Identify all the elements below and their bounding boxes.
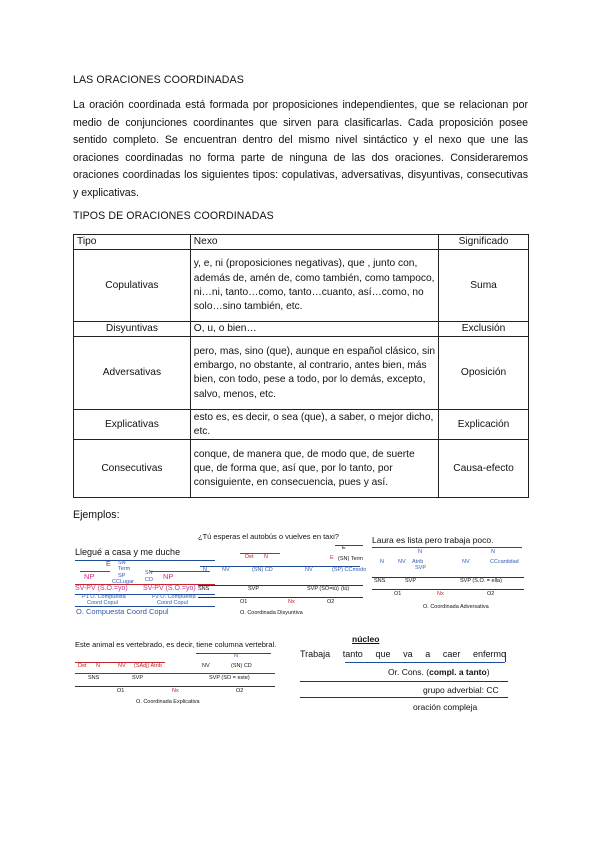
- syntax-tag: SNS: [88, 675, 100, 681]
- cell-nexo: O, u, o bien…: [190, 322, 438, 337]
- cell-significado: Explicación: [439, 410, 529, 440]
- syntax-tag: N: [96, 663, 100, 669]
- syntax-tag: Term: [118, 566, 131, 572]
- example-sentence: Llegué a casa y me duche: [75, 547, 181, 557]
- syntax-tag: Atrib: [412, 559, 424, 565]
- underline: [372, 547, 522, 548]
- table-row: [74, 322, 529, 337]
- syntax-tag: SV-PV (S.O.=yo): [75, 585, 128, 592]
- bracket-line: [372, 589, 524, 590]
- bracket-line: [75, 673, 275, 674]
- cell-nexo: y, e, ni (proposiciones negativas), que , junto con, además de, amén de, como también, como tampoco, ni…ni, tanto…como, tanto…cuanto, así…como, no solo…sino también, etc.: [190, 250, 438, 322]
- bracket-line: [300, 697, 508, 698]
- bracket-line: [300, 681, 508, 682]
- word: va: [403, 649, 413, 659]
- syntax-tag: P2 O. Compuesta: [152, 594, 196, 600]
- heading-tipos: TIPOS DE ORACIONES COORDINADAS: [73, 210, 274, 222]
- syntax-tag: Det: [78, 663, 87, 669]
- bracket-line: [198, 597, 363, 598]
- syntax-tag: SVP: [405, 578, 417, 584]
- syntax-tag: (SN) Term: [338, 556, 363, 562]
- consecutiva-words: [300, 649, 506, 659]
- syntax-tag: Nx: [172, 688, 179, 694]
- syntax-tag: Coord Copul: [87, 600, 118, 606]
- syntax-tag: N: [203, 567, 207, 573]
- word: enfermo: [472, 649, 506, 659]
- syntax-tag: SVP: [132, 675, 144, 681]
- line1-bold: compl. a tanto: [429, 667, 487, 677]
- line1-end: ): [486, 667, 490, 677]
- example-caption: O. Coordinada Explicativa: [136, 699, 200, 705]
- syntax-tag: SP: [118, 573, 126, 579]
- example-sentence: ¿Tú esperas el autobús o vuelves en taxi?: [198, 532, 339, 541]
- cell-nexo: pero, mas, sino (que), aunque en español clásico, sin embargo, no obstante, al contrario, antes bien, más bien, con todo, pese a todo, por lo demás, excepto, salvo, menos, etc.: [190, 337, 438, 410]
- syntax-tag: Coord Copul: [157, 600, 188, 606]
- syntax-tag: SNS: [198, 586, 210, 592]
- syntax-tag: (SN) CD: [252, 567, 273, 573]
- syntax-tag: O1: [117, 688, 125, 694]
- examples-label: Ejemplos:: [73, 509, 120, 521]
- syntax-tag: SNS: [374, 578, 386, 584]
- syntax-tag: SN: [145, 570, 153, 576]
- underline: [75, 560, 215, 561]
- intro-paragraph: La oración coordinada está formada por proposiciones independientes, que se relacionan por medio de conjunciones coordinantes que sirven para clasificarlas. Cada proposición posee sentido completo. Se encuentran dentro del mismo nivel sintáctico y el nexo que une las oraciones coordinadas no forma parte de ninguna de las dos oraciones. Consideraremos oraciones coordinadas los siguientes tipos: copulativas, adversativas, disyuntivas, consecutivas y explicativas.: [73, 99, 528, 199]
- consecutiva-line3: oración compleja: [413, 702, 478, 712]
- syntax-tag: SN: [118, 560, 126, 566]
- consecutiva-line2: grupo adverbial: CC: [423, 685, 499, 695]
- example-caption: O. Coordinada Adversativa: [423, 604, 489, 610]
- syntax-tag: N: [380, 559, 384, 565]
- syntax-tag: P1 O. Compuesta: [82, 594, 126, 600]
- table-header: Tipo: [74, 235, 191, 250]
- cell-tipo: Copulativas: [74, 250, 191, 322]
- syntax-tag: NV: [305, 567, 313, 573]
- syntax-tag: SVP (S.O. = ella): [460, 578, 502, 584]
- table-row: [74, 410, 529, 440]
- table-row: [74, 440, 529, 498]
- syntax-tag: CCcantidad: [490, 559, 519, 565]
- example-caption: O. Coordinada Disyuntiva: [240, 610, 303, 616]
- cell-significado: Exclusión: [439, 322, 529, 337]
- syntax-tag: NV: [462, 559, 470, 565]
- table-header-row: [74, 235, 529, 250]
- syntax-tag: O1: [394, 591, 402, 597]
- heading-coordinadas: LAS ORACIONES COORDINADAS: [73, 74, 244, 86]
- cell-tipo: Adversativas: [74, 337, 191, 410]
- syntax-tag: (SAdj) Atrib: [134, 663, 162, 669]
- syntax-tag: SVP: [248, 586, 260, 592]
- table-header: Nexo: [190, 235, 438, 250]
- syntax-tag: N: [264, 554, 268, 560]
- bracket-tick: [505, 652, 506, 662]
- syntax-tag: (SP) CCmodo: [332, 567, 367, 573]
- syntax-tag: O2: [487, 591, 495, 597]
- cell-significado: Causa-efecto: [439, 440, 529, 498]
- nucleo-title: núcleo: [352, 634, 380, 644]
- word: a: [425, 649, 431, 659]
- word: tanto: [342, 649, 363, 659]
- table-row: [74, 337, 529, 410]
- example-sentence: Este animal es vertebrado, es decir, tiene columna vertebral.: [75, 640, 277, 649]
- syntax-tag: O2: [327, 599, 335, 605]
- syntax-tag: E: [106, 561, 111, 568]
- tipos-table: [73, 234, 529, 498]
- cell-tipo: Consecutivas: [74, 440, 191, 498]
- syntax-tag: NP: [163, 572, 174, 581]
- cell-significado: Suma: [439, 250, 529, 322]
- syntax-tag: N: [491, 549, 495, 555]
- syntax-tag: NP: [84, 572, 95, 581]
- word: que: [375, 649, 391, 659]
- syntax-tag: NV: [398, 559, 406, 565]
- syntax-tag: NV: [222, 567, 230, 573]
- cell-significado: Oposición: [439, 337, 529, 410]
- bracket-line: [335, 545, 363, 546]
- consecutiva-line1: [388, 667, 490, 677]
- word: Trabaja: [300, 649, 331, 659]
- syntax-tag: SV-PV (S.O.=yo): [143, 585, 196, 592]
- cell-nexo: conque, de manera que, de modo que, de suerte que, de forma que, así que, por lo tanto, por consiguiente, en consecuencia, pues y así.: [190, 440, 438, 498]
- syntax-tag: E: [342, 545, 346, 551]
- syntax-tag: CD: [145, 577, 153, 583]
- line1-text: Or. Cons. (: [388, 667, 430, 677]
- syntax-tag: Nx: [437, 591, 444, 597]
- table-row: [74, 250, 529, 322]
- example-sentence: Laura es lista pero trabaja poco.: [372, 535, 494, 545]
- syntax-tag: O2: [236, 688, 244, 694]
- cell-tipo: Explicativas: [74, 410, 191, 440]
- word: caer: [442, 649, 461, 659]
- table-header: Significado: [439, 235, 529, 250]
- example-caption: O. Compuesta Coord Copul: [76, 607, 169, 616]
- syntax-tag: N: [418, 549, 422, 555]
- syntax-tag: Nx: [288, 599, 295, 605]
- bracket-line: [345, 662, 505, 663]
- bracket-line: [75, 686, 275, 687]
- syntax-tag: NV: [202, 663, 210, 669]
- syntax-tag: Det: [245, 554, 254, 560]
- syntax-tag: NV: [118, 663, 126, 669]
- syntax-tag: O1: [240, 599, 248, 605]
- syntax-tag: (tú): [341, 586, 350, 592]
- syntax-tag: CCLugar: [112, 579, 135, 585]
- cell-tipo: Disyuntivas: [74, 322, 191, 337]
- syntax-tag: E: [330, 555, 334, 561]
- syntax-tag: N: [234, 653, 238, 659]
- syntax-tag: SVP (SO=tú): [307, 586, 339, 592]
- syntax-tag: SVP: [415, 565, 427, 571]
- bracket-line: [150, 571, 210, 572]
- cell-nexo: esto es, es decir, o sea (que), a saber, o mejor dicho, etc.: [190, 410, 438, 440]
- syntax-tag: SVP (SO = este): [209, 675, 250, 681]
- syntax-tag: (SN) CD: [231, 663, 252, 669]
